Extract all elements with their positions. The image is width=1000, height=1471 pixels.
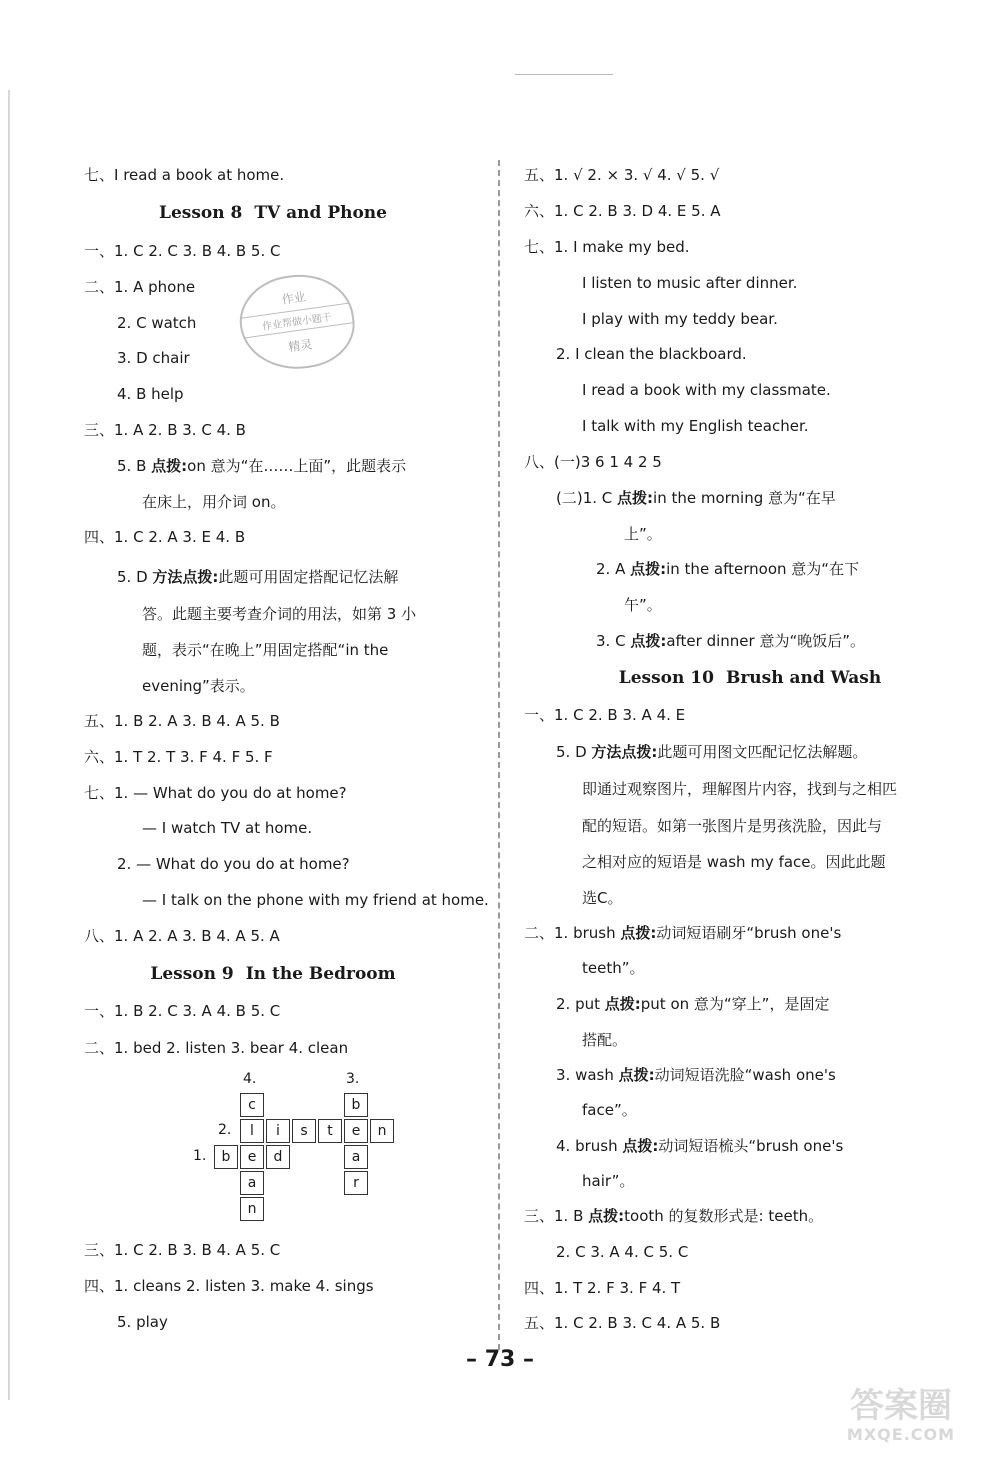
answer-line: evening”表示。 bbox=[142, 677, 255, 695]
answer-line: I listen to music after dinner. bbox=[582, 274, 798, 292]
answer-line: 3. C 点拨:after dinner 意为“晚饭后”。 bbox=[596, 632, 865, 650]
answer-line: 二、1. brush 点拨:动词短语刷牙“brush one's bbox=[524, 924, 842, 942]
answer-line: 三、1. C 2. B 3. B 4. A 5. C bbox=[84, 1241, 281, 1259]
answer-line: 八、1. A 2. A 3. B 4. A 5. A bbox=[84, 927, 280, 945]
answer-line: 5. play bbox=[117, 1313, 168, 1331]
crossword-cell: b bbox=[344, 1093, 368, 1117]
answer-line: (二)1. C 点拨:in the morning 意为“在早 bbox=[556, 489, 836, 507]
answer-line: 2. C watch bbox=[117, 314, 197, 332]
answer-line: face”。 bbox=[582, 1101, 637, 1119]
answer-line: 上”。 bbox=[624, 525, 662, 543]
answer-line: 4. brush 点拨:动词短语梳头“brush one's bbox=[556, 1137, 844, 1155]
answer-line: 五、1. B 2. A 3. B 4. A 5. B bbox=[84, 712, 280, 730]
answer-line: 2. I clean the blackboard. bbox=[556, 345, 747, 363]
scan-edge bbox=[8, 90, 10, 1400]
answer-line: 二、1. bed 2. listen 3. bear 4. clean bbox=[84, 1039, 349, 1057]
answer-line: 5. B 点拨:on 意为“在……上面”，此题表示 bbox=[117, 457, 407, 475]
answer-line: 五、1. C 2. B 3. C 4. A 5. B bbox=[524, 1314, 721, 1332]
answer-line: 七、1. — What do you do at home? bbox=[84, 784, 347, 802]
lesson-10-title: Lesson 10 Brush and Wash bbox=[618, 668, 882, 688]
crossword-cell: r bbox=[344, 1171, 368, 1195]
crossword-cell: c bbox=[240, 1093, 264, 1117]
answer-line: I talk with my English teacher. bbox=[582, 417, 809, 435]
crossword-cell: d bbox=[266, 1145, 290, 1169]
answer-line: 一、1. B 2. C 3. A 4. B 5. C bbox=[84, 1002, 281, 1020]
crossword-cell: a bbox=[344, 1145, 368, 1169]
answer-line: 4. B help bbox=[117, 385, 184, 403]
answer-line: 3. wash 点拨:动词短语洗脸“wash one's bbox=[556, 1066, 836, 1084]
crossword-cell: n bbox=[240, 1197, 264, 1221]
answer-line: I read a book with my classmate. bbox=[582, 381, 831, 399]
crossword-cell: i bbox=[266, 1119, 290, 1143]
crossword-cell: l bbox=[240, 1119, 264, 1143]
answer-line: hair”。 bbox=[582, 1172, 635, 1190]
top-rule bbox=[515, 74, 613, 75]
crossword-cell: n bbox=[370, 1119, 394, 1143]
answer-line: 四、1. cleans 2. listen 3. make 4. sings bbox=[84, 1277, 374, 1295]
lesson-9-title: Lesson 9 In the Bedroom bbox=[150, 964, 396, 984]
answer-line: 2. A 点拨:in the afternoon 意为“在下 bbox=[596, 560, 860, 578]
crossword-cell: t bbox=[318, 1119, 342, 1143]
answer-line: 搭配。 bbox=[582, 1031, 628, 1049]
answer-line: 题，表示“在晚上”用固定搭配“in the bbox=[142, 641, 389, 659]
answer-line: 2. put 点拨:put on 意为“穿上”，是固定 bbox=[556, 995, 830, 1013]
answer-line: 一、1. C 2. B 3. A 4. E bbox=[524, 706, 686, 724]
column-divider bbox=[498, 160, 500, 1350]
crossword-cell: e bbox=[344, 1119, 368, 1143]
crossword-label: 4. bbox=[243, 1071, 257, 1087]
crossword-label: 3. bbox=[346, 1071, 360, 1087]
stamp-seal: 作业 作业帮做小题干 精灵 bbox=[234, 268, 360, 377]
answer-line: 一、1. C 2. C 3. B 4. B 5. C bbox=[84, 242, 281, 260]
answer-line: I play with my teddy bear. bbox=[582, 310, 778, 328]
crossword-cell: s bbox=[292, 1119, 316, 1143]
answer-line: 五、1. √ 2. × 3. √ 4. √ 5. √ bbox=[524, 166, 720, 184]
crossword-cell: e bbox=[240, 1145, 264, 1169]
answer-line: 六、1. T 2. T 3. F 4. F 5. F bbox=[84, 748, 273, 766]
answer-line: teeth”。 bbox=[582, 959, 645, 977]
lesson-8-title: Lesson 8 TV and Phone bbox=[159, 203, 387, 223]
page-number: – 73 – bbox=[466, 1347, 534, 1372]
crossword-label: 1. bbox=[193, 1148, 207, 1164]
answer-line: 七、1. I make my bed. bbox=[524, 238, 690, 256]
answer-line: 5. D 方法点拨:此题可用固定搭配记忆法解 bbox=[117, 568, 399, 586]
answer-line: 在床上，用介词 on。 bbox=[142, 493, 286, 511]
answer-line: 3. D chair bbox=[117, 349, 190, 367]
answer-line: 四、1. C 2. A 3. E 4. B bbox=[84, 528, 246, 546]
crossword-cell: a bbox=[240, 1171, 264, 1195]
crossword-cell: b bbox=[214, 1145, 238, 1169]
answer-line: 三、1. B 点拨:tooth 的复数形式是: teeth。 bbox=[524, 1207, 824, 1225]
crossword-label: 2. bbox=[218, 1122, 232, 1138]
answer-line: 八、(一)3 6 1 4 2 5 bbox=[524, 453, 662, 471]
answer-line: 六、1. C 2. B 3. D 4. E 5. A bbox=[524, 202, 721, 220]
answer-line: 三、1. A 2. B 3. C 4. B bbox=[84, 421, 246, 439]
answer-line: 5. D 方法点拨:此题可用图文匹配记忆法解题。 bbox=[556, 743, 868, 761]
answer-line: 二、1. A phone bbox=[84, 278, 196, 296]
answer-line: 四、1. T 2. F 3. F 4. T bbox=[524, 1279, 681, 1297]
answer-line: 即通过观察图片，理解图片内容，找到与之相匹 bbox=[582, 780, 898, 798]
answer-line: 2. — What do you do at home? bbox=[117, 855, 350, 873]
answer-line: 配的短语。如第一张图片是男孩洗脸，因此与 bbox=[582, 817, 883, 835]
answer-line: — I watch TV at home. bbox=[142, 819, 313, 837]
answer-line: — I talk on the phone with my friend at home. bbox=[142, 891, 489, 909]
site-watermark: 答案圈 MXQE.COM bbox=[846, 1386, 956, 1444]
answer-line: 七、I read a book at home. bbox=[84, 166, 285, 184]
answer-line: 答。此题主要考查介词的用法，如第 3 小 bbox=[142, 605, 417, 623]
answer-line: 午”。 bbox=[624, 596, 662, 614]
answer-line: 选C。 bbox=[582, 889, 623, 907]
answer-line: 之相对应的短语是 wash my face。因此此题 bbox=[582, 853, 886, 871]
answer-line: 2. C 3. A 4. C 5. C bbox=[556, 1243, 689, 1261]
